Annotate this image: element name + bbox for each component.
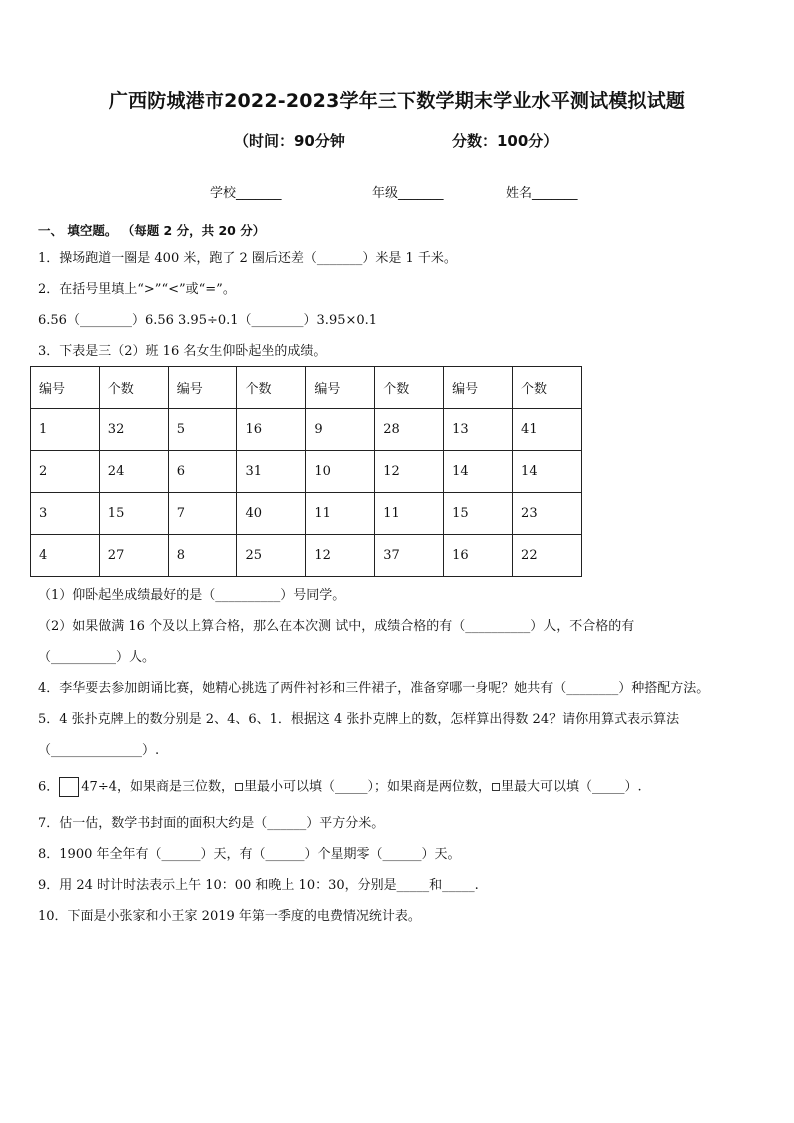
question-7: 7．估一估，数学书封面的面积大约是（______）平方分米。 [38, 816, 385, 831]
table-header-cell: 编号 [168, 367, 237, 409]
table-row [31, 451, 582, 493]
question-5b: （______________）. [38, 743, 160, 758]
school-field: 学校_______ [210, 186, 282, 201]
blank-box-icon [59, 777, 79, 797]
small-square-icon [492, 783, 500, 791]
question-1: 1．操场跑道一圈是 400 米，跑了 2 圈后还差（_______）米是 1 千米。 [38, 251, 457, 266]
score-table [30, 366, 582, 577]
total-score: 分数：100分） [452, 132, 559, 150]
table-cell: 1 [31, 409, 100, 451]
question-3-part-2b: （__________）人。 [38, 650, 156, 665]
section-heading: 一、 填空题。 （每题 2 分，共 20 分） [38, 223, 266, 238]
table-cell: 6 [168, 451, 237, 493]
table-cell: 22 [513, 535, 582, 577]
table-cell: 28 [375, 409, 444, 451]
table-header-row [31, 367, 582, 409]
table-row [31, 409, 582, 451]
table-cell: 16 [444, 535, 513, 577]
table-cell: 41 [513, 409, 582, 451]
question-6-text-c: 里最大可以填（_____）. [501, 779, 642, 795]
table-header-cell: 个数 [237, 367, 306, 409]
table-cell: 11 [375, 493, 444, 535]
table-cell: 8 [168, 535, 237, 577]
table-header-cell: 个数 [513, 367, 582, 409]
grade-field: 年级_______ [372, 186, 444, 201]
page-title: 广西防城港市2022-2023学年三下数学期末学业水平测试模拟试题 [108, 90, 686, 112]
question-6-text-a: 47÷4，如果商是三位数， [81, 779, 234, 795]
question-9: 9．用 24 时计时法表示上午 10：00 和晚上 10：30，分别是_____和_____. [38, 878, 479, 893]
table-cell: 23 [513, 493, 582, 535]
question-8: 8．1900 年全年有（______）天，有（______）个星期零（______）天。 [38, 847, 461, 862]
question-2-items: 6.56（________）6.56 3.95÷0.1（________）3.95×0.1 [38, 313, 378, 328]
table-row [31, 535, 582, 577]
table-cell: 9 [306, 409, 375, 451]
table-row [31, 493, 582, 535]
question-2: 2．在括号里填上“>”“<”或“=”。 [38, 282, 236, 297]
table-cell: 4 [31, 535, 100, 577]
table-cell: 37 [375, 535, 444, 577]
table-header-cell: 编号 [444, 367, 513, 409]
question-3-part-2a: （2）如果做满 16 个及以上算合格，那么在本次测 试中，成绩合格的有（__________）人，不合格的有 [38, 619, 635, 634]
question-6 [38, 777, 642, 797]
table-cell: 40 [237, 493, 306, 535]
table-header-cell: 个数 [99, 367, 168, 409]
table-cell: 16 [237, 409, 306, 451]
table-cell: 14 [444, 451, 513, 493]
table-cell: 32 [99, 409, 168, 451]
table-cell: 27 [99, 535, 168, 577]
table-cell: 3 [31, 493, 100, 535]
table-cell: 5 [168, 409, 237, 451]
question-6-number: 6． [38, 779, 60, 795]
small-square-icon [235, 783, 243, 791]
table-cell: 12 [375, 451, 444, 493]
table-cell: 25 [237, 535, 306, 577]
table-cell: 14 [513, 451, 582, 493]
table-cell: 24 [99, 451, 168, 493]
table-cell: 2 [31, 451, 100, 493]
table-cell: 31 [237, 451, 306, 493]
table-cell: 13 [444, 409, 513, 451]
question-5a: 5．4 张扑克牌上的数分别是 2、4、6、1．根据这 4 张扑克牌上的数，怎样算出得数 24？请你用算式表示算法 [38, 712, 680, 727]
table-header-cell: 个数 [375, 367, 444, 409]
question-10: 10．下面是小张家和小王家 2019 年第一季度的电费情况统计表。 [38, 909, 421, 924]
table-cell: 11 [306, 493, 375, 535]
table-cell: 15 [444, 493, 513, 535]
question-4: 4．李华要去参加朗诵比赛，她精心挑选了两件衬衫和三件裙子，准备穿哪一身呢？她共有（________）种搭配方法。 [38, 681, 710, 696]
table-cell: 10 [306, 451, 375, 493]
question-3-part-1: （1）仰卧起坐成绩最好的是（__________）号同学。 [38, 588, 346, 603]
table-header-cell: 编号 [306, 367, 375, 409]
table-cell: 15 [99, 493, 168, 535]
time-limit: （时间：90分钟 [234, 132, 345, 150]
table-header-cell: 编号 [31, 367, 100, 409]
question-6-text-b: 里最小可以填（_____）；如果商是两位数， [244, 779, 492, 795]
table-cell: 7 [168, 493, 237, 535]
question-3: 3．下表是三（2）班 16 名女生仰卧起坐的成绩。 [38, 344, 327, 359]
table-cell: 12 [306, 535, 375, 577]
name-field: 姓名_______ [506, 186, 578, 201]
